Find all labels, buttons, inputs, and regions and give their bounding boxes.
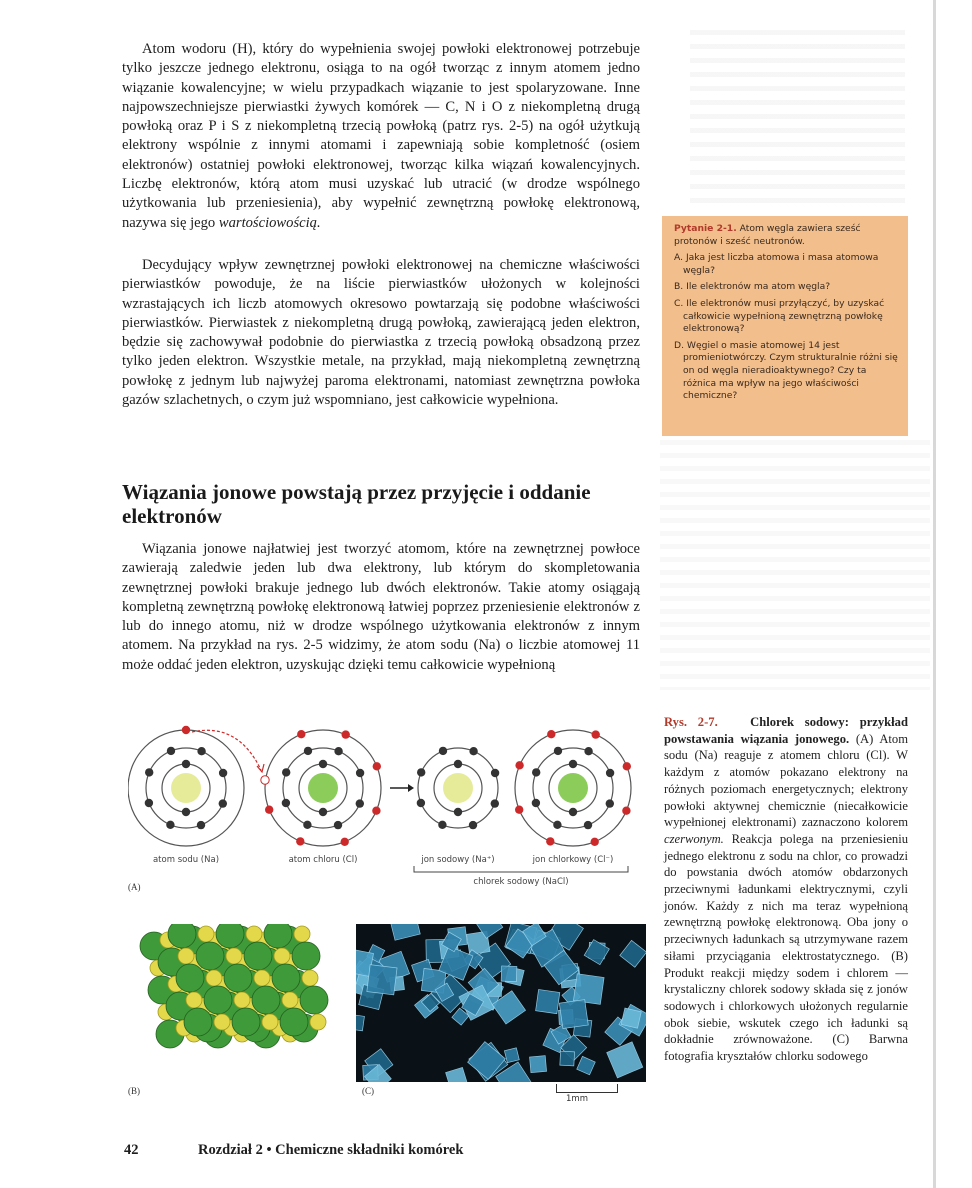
bleed-through-text xyxy=(690,30,905,210)
crystal xyxy=(573,974,604,1005)
sodium-sphere xyxy=(294,926,310,942)
electron xyxy=(167,747,175,755)
electron xyxy=(373,762,381,770)
label-chlorine-atom: atom chloru (Cl) xyxy=(288,855,358,865)
electron xyxy=(219,769,227,777)
electron-vacancy xyxy=(261,776,269,784)
question-label: Pytanie 2-1. xyxy=(674,223,737,234)
crystal xyxy=(620,940,646,967)
chloride-sphere xyxy=(272,964,300,992)
section-heading: Wiązania jonowe powstają przez przyjęcie i oddanie elektronów xyxy=(122,480,591,528)
panel-label-c: (C) xyxy=(362,1086,374,1096)
sodium-ion-nucleus xyxy=(443,773,473,803)
sodium-sphere xyxy=(186,992,202,1008)
electron xyxy=(491,799,499,807)
electron xyxy=(547,730,555,738)
figure-caption: Rys. 2-7. Chlorek sodowy: przykład powstawania wiązania jonowego. (A) Atom sodu (Na) reaguje z atomem chloru (Cl). W każdym z atomów pokazano elektrony na różnych poziomach energetycznych; elektrony powłoki aktywnej chemicznie (niecałkowicie wypełnionej elektronami) zaznaczono kolorem czerwonym. Reakcja polega na przeniesieniu jednego elektronu z sodu na chlor, co prowadzi do powstania dwóch atomów obdarzonych przeciwnymi ładunkami elektrycznymi, czyli jonów. Każdy z nich ma teraz wypełnioną zewnętrzną powłokę elektronową. Oba jony o przeciwnych ładunkach są utrzymywane razem siłami przyciągania elektrostatycznego. (B) Produkt reakcji między sodem i chlorem — krystaliczny chlorek sodowy składa się z jonów sodowych i chlorkowych ułożonych regularnie obok siebie, wskutek czego ich ładunki są dokładnie zrównoważone. (C) Barwna fotografia kryształów chlorku sodowego xyxy=(664,715,909,1064)
sodium-sphere xyxy=(254,970,270,986)
chloride-sphere xyxy=(168,924,196,948)
sodium-sphere xyxy=(274,948,290,964)
sodium-sphere xyxy=(178,948,194,964)
electron xyxy=(145,768,153,776)
question-option: D. Węgiel o masie atomowej 14 jest promieniotwórczy. Czym strukturalnie różni się on od węgla nieradioaktywnego? Czy ta różnica ma wpływ na jego właściwości chemiczne? xyxy=(674,339,898,402)
question-box xyxy=(662,216,908,436)
sodium-sphere xyxy=(198,926,214,942)
electron xyxy=(282,768,290,776)
chloride-sphere xyxy=(264,924,292,948)
sodium-sphere xyxy=(206,970,222,986)
electron xyxy=(569,808,577,816)
body-paragraph: Wiązania jonowe najłatwiej jest tworzyć atomom, które na zewnętrznej powłoce zawierają zaledwie jeden lub dwa elektrony, lub którym do skompletowania zewnętrznej powłoki brakuje jednego lub dwóch elektronów. Takie atomy osiągają kompletną zewnętrzną powłokę elektronową łatwiej poprzez przeniesienie elektronów z lub do innego atomu, niż w drodze wspólnego użytkowania elektronów z innym atomem. Na przykład na rys. 2-5 widzimy, że atom sodu (Na) o liczbie atomowej 11 może oddać jeden elektron, uzyskując dzięki temu całkowicie wypełnioną xyxy=(122,541,640,673)
electron xyxy=(372,807,380,815)
electron xyxy=(592,730,600,738)
chloride-sphere xyxy=(292,942,320,970)
chloride-ion xyxy=(515,730,631,846)
question-option: C. Ile elektronów musi przyłączyć, by uzyskać całkowicie wypełnioną zewnętrzną powłokę elektronową? xyxy=(674,297,885,335)
electron xyxy=(282,799,290,807)
sodium-nucleus xyxy=(171,773,201,803)
electron xyxy=(219,799,227,807)
electron xyxy=(265,806,273,814)
chloride-sphere xyxy=(204,986,232,1014)
sodium-sphere xyxy=(226,948,242,964)
label-sodium-chloride: chlorek sodowy (NaCl) xyxy=(473,877,569,887)
electron xyxy=(606,769,614,777)
sodium-sphere xyxy=(310,1014,326,1030)
electron xyxy=(454,760,462,768)
electron xyxy=(182,760,190,768)
electron xyxy=(532,799,540,807)
chloride-sphere xyxy=(176,964,204,992)
nacl-crystal-photo xyxy=(356,924,646,1082)
electron xyxy=(417,768,425,776)
label-sodium-atom: atom sodu (Na) xyxy=(152,855,220,865)
electron xyxy=(554,747,562,755)
scale-bar-label: 1mm xyxy=(566,1094,588,1104)
sodium-sphere xyxy=(246,926,262,942)
electron xyxy=(454,808,462,816)
chloride-sphere xyxy=(280,1008,308,1036)
electron xyxy=(606,799,614,807)
electron xyxy=(303,821,311,829)
electron xyxy=(623,762,631,770)
electron xyxy=(296,837,304,845)
label-chloride-ion: jon chlorkowy (Cl⁻) xyxy=(532,855,614,865)
electron xyxy=(197,821,205,829)
crystal xyxy=(446,1067,468,1082)
sodium-ion xyxy=(417,747,500,830)
chloride-sphere xyxy=(300,986,328,1014)
crystal xyxy=(530,1056,547,1073)
chloride-sphere xyxy=(244,942,272,970)
electron xyxy=(515,806,523,814)
electron xyxy=(334,747,342,755)
bleed-through-text xyxy=(660,440,930,690)
question-option: B. Ile elektronów ma atom węgla? xyxy=(674,281,831,293)
electron xyxy=(622,807,630,815)
crystal xyxy=(356,1014,364,1030)
electron xyxy=(417,799,425,807)
electron xyxy=(584,821,592,829)
electron xyxy=(439,747,447,755)
crystal xyxy=(621,1008,641,1028)
sodium-sphere xyxy=(234,992,250,1008)
electron xyxy=(532,768,540,776)
crystal xyxy=(536,990,560,1014)
electron xyxy=(319,760,327,768)
electron xyxy=(491,769,499,777)
electron xyxy=(145,799,153,807)
electron xyxy=(182,726,190,734)
crystal-photo-image xyxy=(356,924,646,1082)
bracket xyxy=(414,866,628,872)
electron xyxy=(438,821,446,829)
chloride-sphere xyxy=(232,1008,260,1036)
chloride-sphere xyxy=(224,964,252,992)
question-intro: Pytanie 2-1. Atom węgla zawiera sześć protonów i sześć neutronów. xyxy=(674,223,861,247)
crystal-lattice-model xyxy=(128,924,338,1084)
crystal xyxy=(501,966,517,982)
crystal xyxy=(559,1000,588,1029)
chloride-sphere xyxy=(196,942,224,970)
electron xyxy=(546,837,554,845)
panel-label-a: (A) xyxy=(128,882,141,892)
chlorine-atom xyxy=(261,730,381,846)
electron xyxy=(356,769,364,777)
body-paragraph: Atom wodoru (H), który do wypełnienia swojej powłoki elektronowej potrzebuje tylko jeszcze jednego elektronu, osiąga to na ogół tworząc z innym atomem jedno wiązanie kowalencyjne; w wielu przypadkach wiązanie to jest spolaryzowane. Inne najpowszechniejsze pierwiastki żywych komórek — C, N i O z niekompletną drugą powłoką oraz P i S z niekompletną trzecią powłoką (patrz rys. 2-5) na ogół użytkują elektrony wspólnie z innymi atomami i zapewniają sobie kompletność (osiem elektronów) ostatniej powłoki elektronowej, tworząc kilka wiązań kowalencyjnych. Liczbę elektronów, którą atom musi uzyskać lub utracić (w drodze wspólnego użytkowania lub przeniesienia), aby wypełnić zewnętrzną powłokę elektronową, nazywa się jego wartościowością. xyxy=(122,41,640,231)
sodium-sphere xyxy=(214,1014,230,1030)
question-option: A. Jaka jest liczba atomowa i masa atomowa węgla? xyxy=(674,252,879,276)
body-paragraph: Decydujący wpływ zewnętrznej powłoki elektronowej na chemiczne właściwości pierwiastków powoduje, że na liście pierwiastków ułożonych w kolejności wzrastających ich liczb atomowych okresowo powtarzają się podobne właściwości pierwiastków. Pierwiastek z niekompletną drugą powłoką, zawierającą jeden elektron, będzie się zachowywał podobnie do pierwiastka z trzecią powłoką obsadzoną przez tylko jeden elektron. Wszystkie metale, na przykład, mają niekompletną zewnętrzną powłokę z jednym lub najwyżej paroma elektronami, natomiast zewnętrzna powłoka gazów szlachetnych, o czym już wspomniano, jest całkowicie wypełniona. xyxy=(122,257,640,409)
sodium-sphere xyxy=(282,992,298,1008)
chlorine-nucleus xyxy=(308,773,338,803)
caption-title: Chlorek sodowy: przykład powstawania wiązania jonowego. xyxy=(664,715,908,746)
electron xyxy=(304,747,312,755)
crystal xyxy=(389,924,421,940)
electron xyxy=(334,821,342,829)
sodium-sphere xyxy=(302,970,318,986)
crystal xyxy=(577,1056,595,1074)
chloride-sphere xyxy=(216,924,244,948)
electron xyxy=(297,730,305,738)
electron xyxy=(182,808,190,816)
panel-label-b: (B) xyxy=(128,1086,140,1096)
scale-bar xyxy=(556,1084,618,1093)
electron xyxy=(515,761,523,769)
electron xyxy=(319,808,327,816)
electron xyxy=(569,760,577,768)
electron xyxy=(197,747,205,755)
caption-label: Rys. 2-7. xyxy=(664,715,718,729)
crystal xyxy=(560,1051,575,1066)
crystal xyxy=(607,1042,643,1078)
chloride-ion-nucleus xyxy=(558,773,588,803)
electron xyxy=(469,747,477,755)
sodium-atom xyxy=(128,726,244,846)
sodium-sphere xyxy=(262,1014,278,1030)
electron xyxy=(591,838,599,846)
page-edge xyxy=(933,0,936,1188)
crystal xyxy=(584,940,609,965)
running-footer: Rozdział 2 • Chemiczne składniki komórek xyxy=(198,1142,464,1158)
electron xyxy=(356,799,364,807)
electron xyxy=(584,747,592,755)
label-sodium-ion: jon sodowy (Na⁺) xyxy=(421,855,495,865)
atom-diagram xyxy=(128,722,648,902)
crystal xyxy=(367,965,397,995)
crystal xyxy=(504,1048,519,1063)
page-number: 42 xyxy=(124,1142,139,1158)
chloride-sphere xyxy=(252,986,280,1014)
electron xyxy=(166,821,174,829)
electron xyxy=(553,821,561,829)
electron xyxy=(469,821,477,829)
electron xyxy=(342,730,350,738)
electron xyxy=(341,838,349,846)
chloride-sphere xyxy=(184,1008,212,1036)
